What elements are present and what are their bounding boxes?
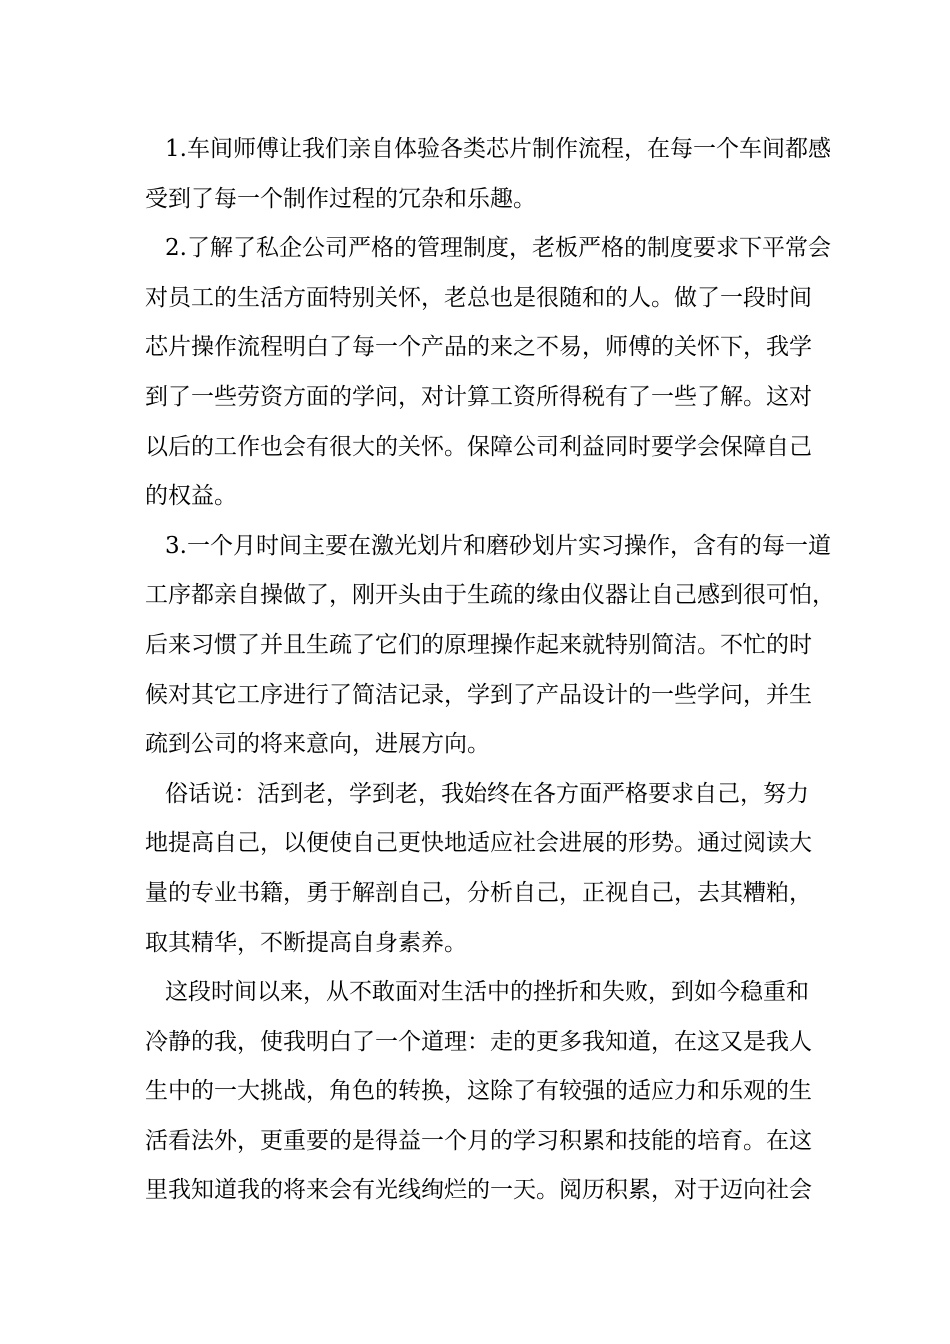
paragraph-line: 到了一些劳资方面的学问，对计算工资所得税有了一些了解。这对 xyxy=(145,383,812,410)
paragraph-line: 1.车间师傅让我们亲自体验各类芯片制作流程，在每一个车间都感 xyxy=(165,136,831,162)
paragraph-line: 工序都亲自操做了，刚开头由于生疏的缘由仪器让自己感到很可怕， xyxy=(145,582,835,609)
paragraph-line: 候对其它工序进行了简洁记录，学到了产品设计的一些学问，并生 xyxy=(145,681,812,708)
document-body xyxy=(145,125,835,1216)
paragraph-line: 对员工的生活方面特别关怀，老总也是很随和的人。做了一段时间 xyxy=(145,284,812,311)
paragraph-line: 地提高自己，以便使自己更快地适应社会进展的形势。通过阅读大 xyxy=(145,830,812,857)
paragraph-line: 生中的一大挑战，角色的转换，这除了有较强的适应力和乐观的生 xyxy=(145,1078,812,1105)
paragraph-3 xyxy=(145,522,835,770)
paragraph-5 xyxy=(145,968,815,1216)
paragraph-line: 的权益。 xyxy=(145,483,237,510)
paragraph-line: 后来习惯了并且生疏了它们的原理操作起来就特别简洁。不忙的时 xyxy=(145,631,812,658)
paragraph-line: 2.了解了私企公司严格的管理制度，老板严格的制度要求下平常会 xyxy=(165,235,831,262)
paragraph-line: 这段时间以来，从不敢面对生活中的挫折和失败，到如今稳重和 xyxy=(165,979,809,1006)
paragraph-line: 量的专业书籍，勇于解剖自己，分析自己，正视自己，去其糟粕， xyxy=(145,879,812,906)
paragraph-line: 取其精华，不断提高自身素养。 xyxy=(145,929,467,956)
paragraph-2 xyxy=(145,224,831,522)
paragraph-line: 里我知道我的将来会有光线绚烂的一天。阅历积累，对于迈向社会 xyxy=(145,1177,812,1204)
paragraph-4 xyxy=(145,770,815,968)
paragraph-1 xyxy=(145,125,831,224)
paragraph-line: 俗话说：活到老，学到老，我始终在各方面严格要求自己，努力 xyxy=(165,780,809,807)
paragraph-line: 疏到公司的将来意向，进展方向。 xyxy=(145,731,490,758)
paragraph-line: 活看法外，更重要的是得益一个月的学习积累和技能的培育。在这 xyxy=(145,1127,812,1154)
paragraph-line: 以后的工作也会有很大的关怀。保障公司利益同时要学会保障自己 xyxy=(145,433,812,460)
paragraph-line: 3.一个月时间主要在激光划片和磨砂划片实习操作，含有的每一道 xyxy=(165,532,831,559)
paragraph-line: 冷静的我，使我明白了一个道理：走的更多我知道，在这又是我人 xyxy=(145,1028,812,1055)
paragraph-line: 受到了每一个制作过程的冗杂和乐趣。 xyxy=(145,185,536,212)
paragraph-line: 芯片操作流程明白了每一个产品的来之不易，师傅的关怀下，我学 xyxy=(145,334,812,361)
